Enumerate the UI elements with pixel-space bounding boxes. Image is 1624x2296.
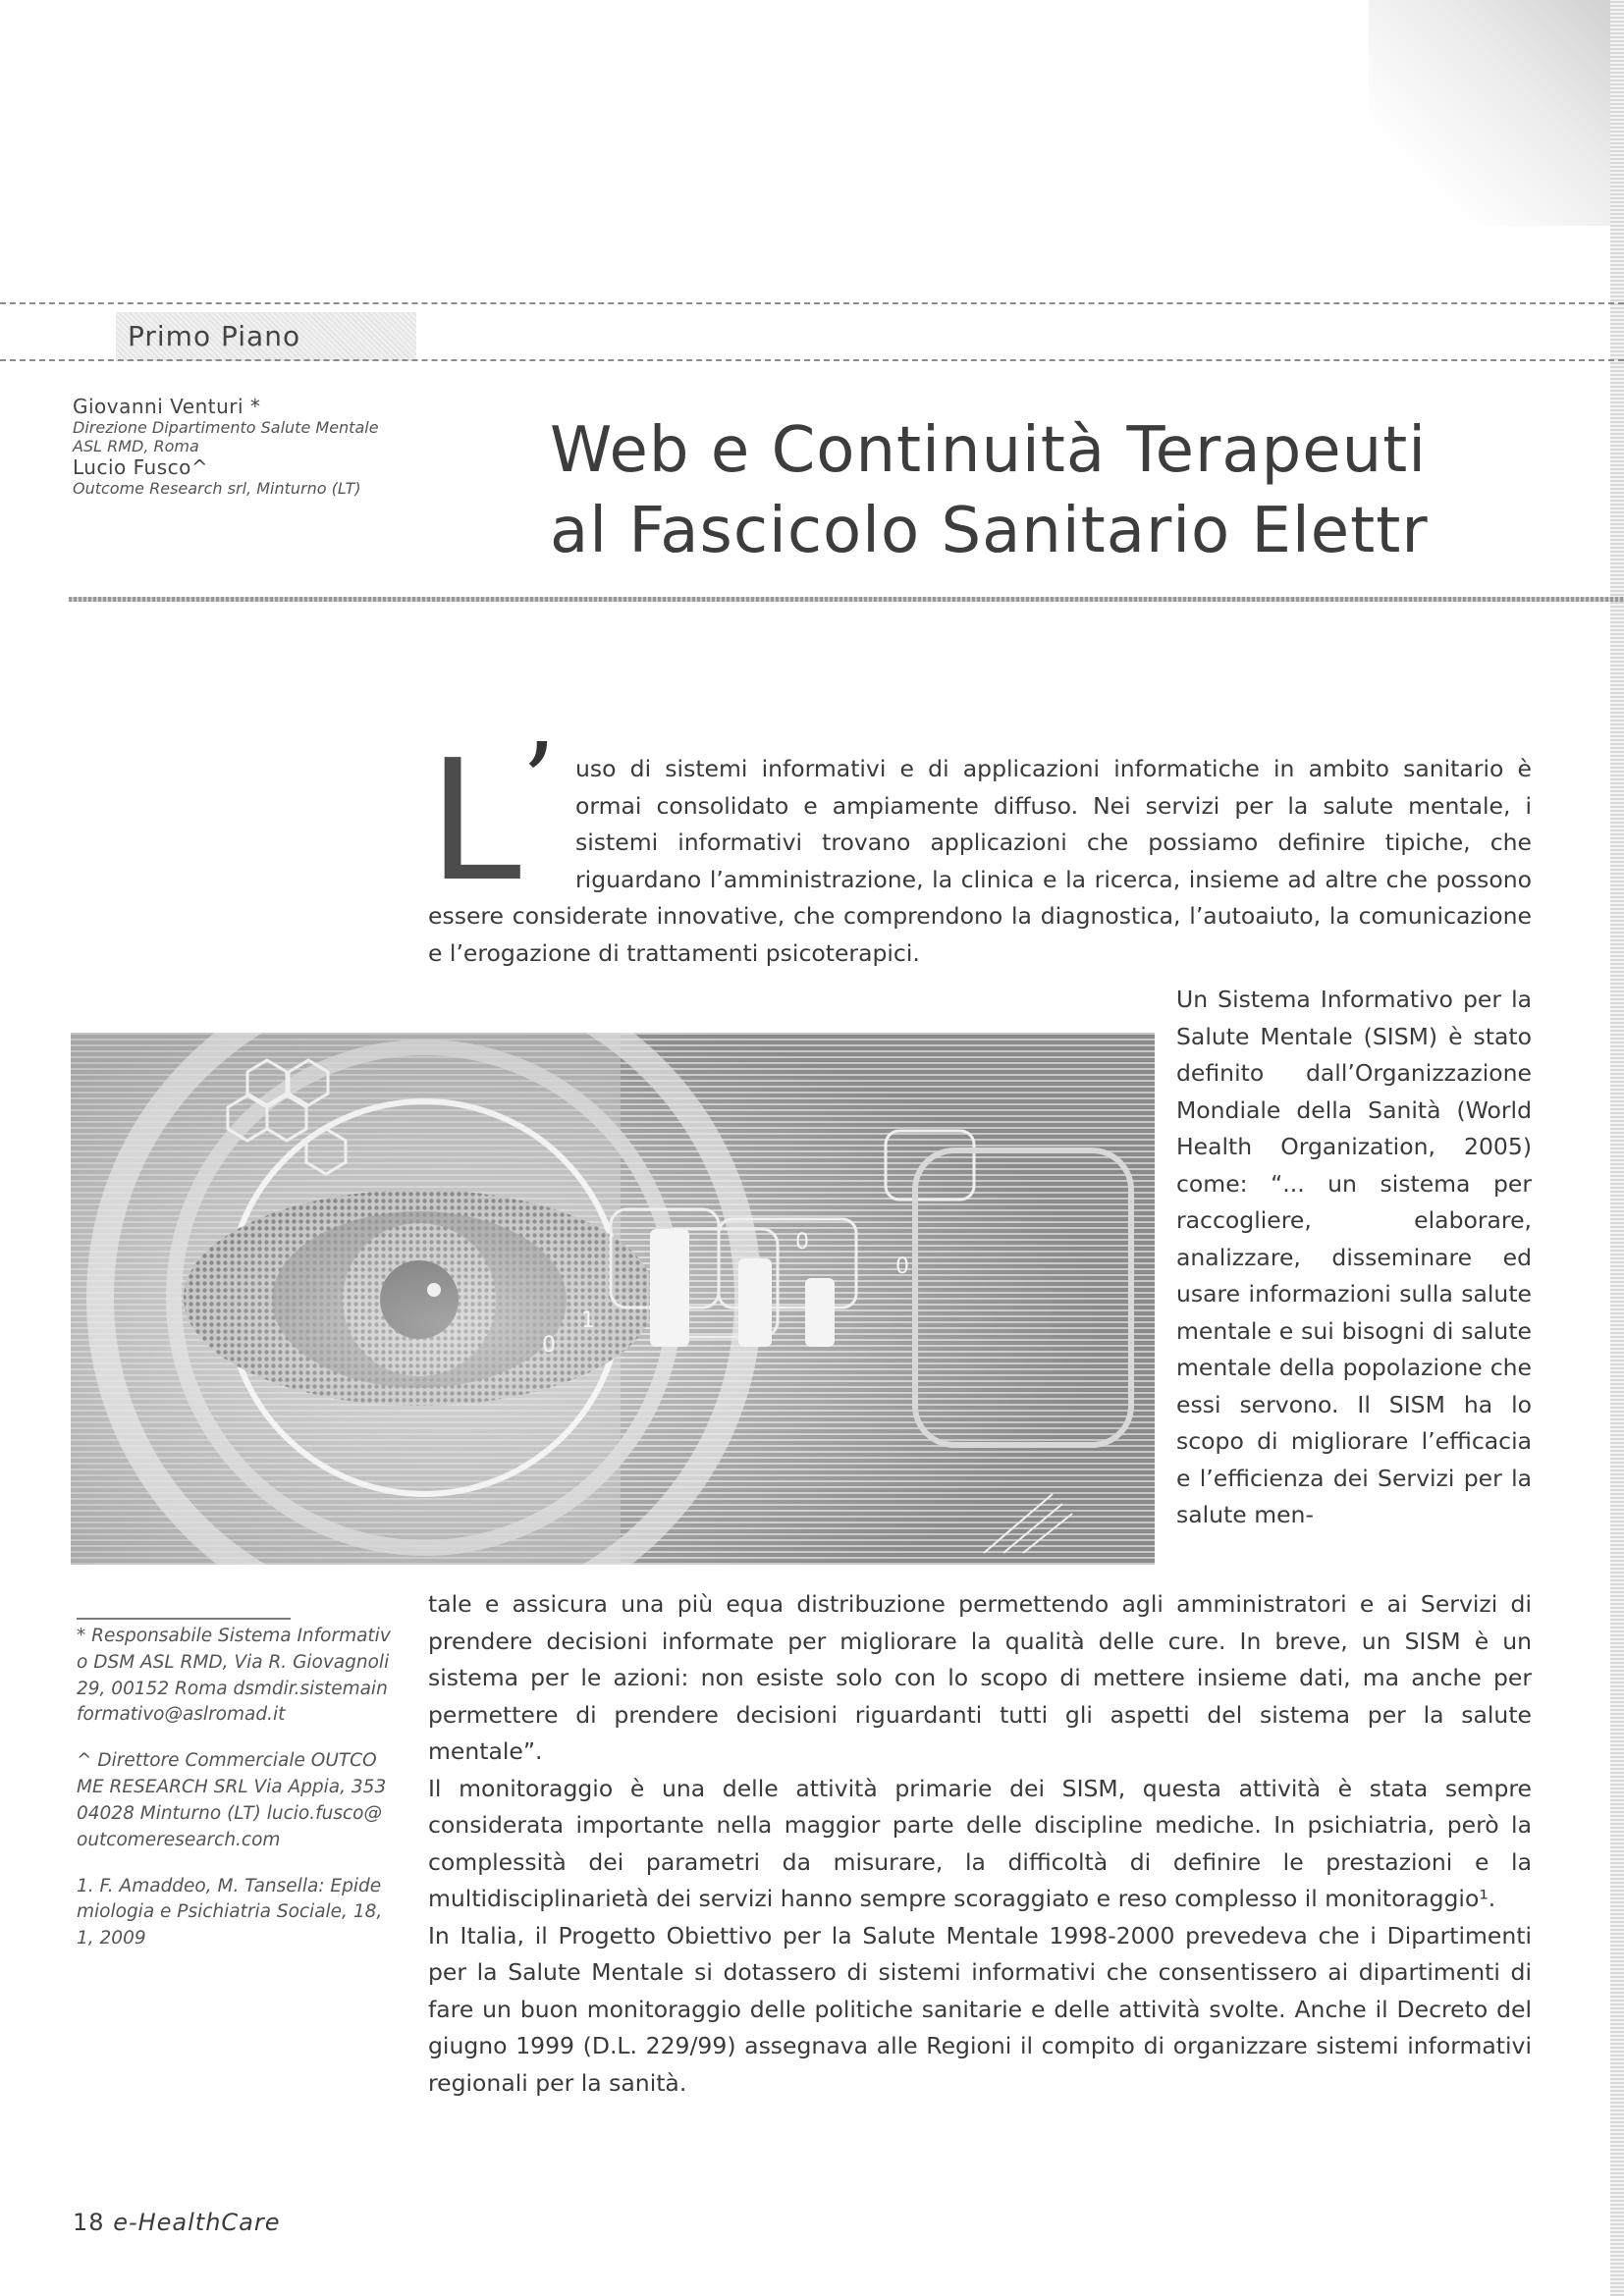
body-paragraph: tale e assicura una più equa distribuzione permettendo agli amministratori e ai Servizi di prendere decisioni informate per migliorare la qualità delle cure. In breve, un SISM è un sistema per le azioni: non esiste solo con lo scopo di mettere insieme dati, ma anche per permettere di prendere decisioni riguardanti tutti gli aspetti del sistema per la salute mentale”. xyxy=(428,1590,1532,1765)
footnotes xyxy=(77,1618,391,1972)
body-paragraph: Il monitoraggio è una delle attività primarie dei SISM, questa attività è stata sempre considerata importante nella maggior parte delle discipline mediche. In psichiatria, però la complessità dei parametri da misurare, la difficoltà di definire le prestazioni e la multidisciplinarietà dei servizi hanno sempre scoraggiato e reso complesso il monitoraggio¹. xyxy=(428,1774,1532,1912)
article-title-line-2: al Fascicolo Sanitario Elettr xyxy=(550,495,1429,567)
footnote: * Responsabile Sistema Informativo DSM ASL RMD, Via R. Giovagnoli 29, 00152 Roma dsmdir.sistemainformativo@aslromad.it xyxy=(77,1626,391,1726)
footnote: ^ Direttore Commerciale OUTCOME RESEARCH SRL Via Appia, 353 04028 Minturno (LT) lucio.fusco@outcomeresearch.com xyxy=(77,1750,387,1850)
page-footer xyxy=(73,2209,281,2236)
author-block xyxy=(73,395,397,499)
header-dashed-rule-bottom xyxy=(0,359,1624,361)
main-column xyxy=(428,1586,1532,2102)
body-paragraph: In Italia, il Progetto Obiettivo per la Salute Mentale 1998-2000 prevedeva che i Dipartimenti per la Salute Mentale si dotassero di sistemi informativi che consentissero ai dipartimenti di fare un buon monitoraggio delle politiche sanitarie e delle attività svolte. Anche il Decreto del giugno 1999 (D.L. 229/99) assegnava alle Regioni il compito di organizzare sistemi informativi regionali per la sanità. xyxy=(428,1921,1532,2097)
svg-text:0: 0 xyxy=(542,1333,556,1358)
eye-illustration xyxy=(71,1033,1155,1565)
footnote-divider xyxy=(77,1618,291,1620)
magazine-name: e-HealthCare xyxy=(113,2209,281,2236)
article-title xyxy=(550,410,1624,577)
intro-paragraph xyxy=(428,720,1532,972)
drop-cap-apostrophe: ’ xyxy=(521,720,556,845)
footnote: 1. F. Amaddeo, M. Tansella: Epidemiologia e Psichiatria Sociale, 18, 1, 2009 xyxy=(77,1875,383,1949)
right-column-text: Un Sistema Informativo per la Salute Mentale (SISM) è stato definito dall’Organizzazione Mondiale della Sanità (World Health Organization, 2005) come: “... un sistema per raccogliere, elaborare, analizzare, disseminare ed usare informazioni sulla salute mentale e sui bisogni di salute mentale della popolazione che essi servono. Il SISM ha lo scopo di migliorare l’efficacia e l’efficienza dei Servizi per la salute men- xyxy=(1176,986,1532,1528)
author-affiliation: Outcome Research srl, Minturno (LT) xyxy=(73,479,361,499)
section-label: Primo Piano xyxy=(116,312,416,361)
page-number: 18 xyxy=(73,2209,105,2236)
page-edge-shadow xyxy=(1610,0,1624,2296)
svg-text:0: 0 xyxy=(895,1255,909,1279)
article-title-line-1: Web e Continuità Terapeuti xyxy=(550,414,1427,487)
svg-text:1: 1 xyxy=(581,1308,595,1333)
drop-cap xyxy=(428,720,575,919)
author-name: Lucio Fusco^ xyxy=(73,455,209,480)
page-corner-shading xyxy=(1369,0,1624,226)
header-dashed-rule-top xyxy=(0,302,1624,304)
title-divider xyxy=(69,597,1624,602)
intro-text: uso di sistemi informativi e di applicazioni informatiche in ambito sanitario è ormai consolidato e ampiamente diffuso. Nei servizi per la salute mentale, i sistemi informativi trovano applicazioni che possiamo definire tipiche, che riguardano l’amministrazione, la clinica e la ricerca, insieme ad altre che possono essere considerate innovative, che comprendono la diagnostica, l’autoaiuto, la comunicazione e l’erogazione di trattamenti psicoterapici. xyxy=(428,755,1532,967)
author-affiliation: Direzione Dipartimento Salute Mentale ASL RMD, Roma xyxy=(73,418,379,456)
svg-text:0: 0 xyxy=(795,1230,809,1255)
author-name: Giovanni Venturi * xyxy=(73,395,261,418)
drop-cap-letter: L xyxy=(428,724,521,919)
